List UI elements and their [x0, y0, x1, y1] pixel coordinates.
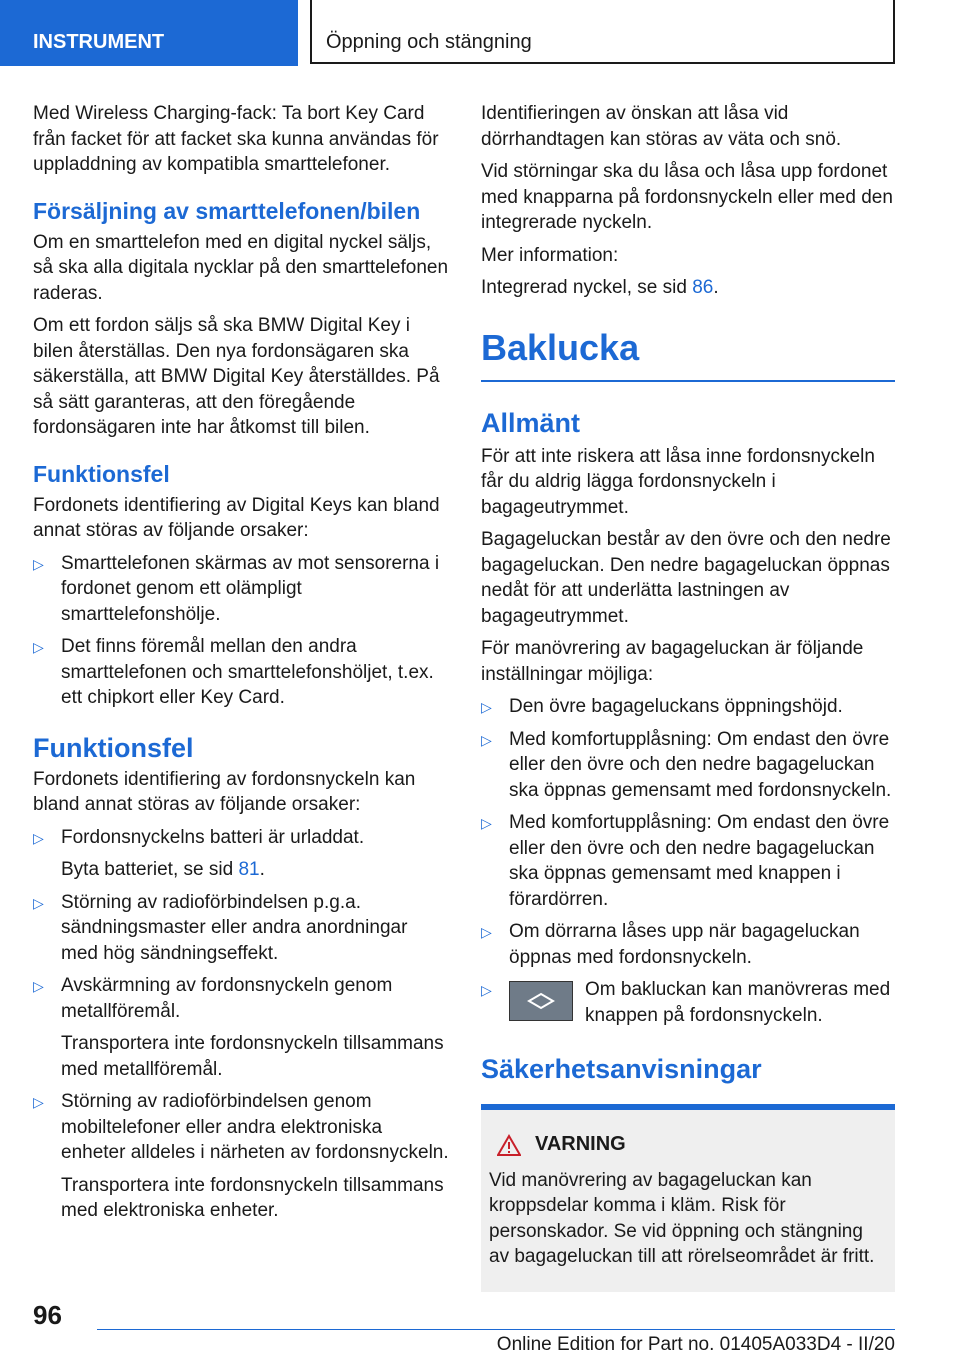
chapter-header	[310, 0, 895, 64]
list-subtext: Byta batteriet, se sid 81.	[61, 859, 265, 880]
list-subtext: Transportera inte fordonsnyckeln tillsammans med metallföremål.	[61, 1033, 444, 1080]
paragraph: Fordonets identifiering av Digital Keys kan bland annat störas av följande orsaker:	[33, 494, 440, 541]
list-item: ▷ Om dörrarna låses upp när bagageluckan öppnas med fordonsnyckeln.	[481, 921, 860, 968]
bullet-triangle-icon: ▷	[33, 639, 44, 655]
list-item: ▷ Störning av radioförbindelsen p.g.a. sändningsmaster eller andra anordningar med hög sändningseffekt.	[33, 891, 408, 964]
list-item: ▷ Det finns föremål mellan den andra smarttelefonen och smarttelefonshöljet, t.ex. ett chipkort eller Key Card.	[33, 636, 434, 708]
warning-triangle-icon	[497, 1134, 521, 1156]
chapter-title: Öppning och stängning	[326, 31, 532, 53]
section-title: INSTRUMENT	[33, 31, 165, 53]
intro-paragraph: Med Wireless Charging-fack: Ta bort Key Card från facket för att facket ska kunna användas för uppladdning av kompatibla smarttelefoner.	[33, 103, 439, 175]
list-item: ▷ Med komfortupplåsning: Om endast den övre eller den övre och den nedre bagageluckan ska öppnas gemensamt med fordonsnyckeln.	[481, 728, 892, 801]
list-item: ▷ Störning av radioförbindelsen genom mobiltelefoner eller andra elektroniska enheter alldeles i närheten av fordonsnyckeln.	[33, 1091, 449, 1163]
bullet-triangle-icon: ▷	[481, 699, 492, 715]
heading-sale: Försäljning av smarttelefonen/bilen	[33, 197, 421, 224]
list-subtext: Transportera inte fordonsnyckeln tillsammans med elektroniska enheter.	[61, 1174, 444, 1221]
bullet-triangle-icon: ▷	[481, 815, 492, 831]
paragraph: Vid störningar ska du låsa och låsa upp fordonet med knapparna på fordonsnyckeln eller med den integrerade nyckeln.	[481, 161, 893, 233]
right-column	[481, 101, 895, 1292]
heading-fault-key: Funktionsfel	[33, 732, 194, 763]
list-item: ▷ Fordonsnyckelns batteri är urladdat.	[33, 825, 449, 851]
warning-title: VARNING	[489, 1132, 883, 1158]
paragraph: För att inte riskera att låsa inne fordonsnyckeln får du aldrig lägga fordonsnyckeln i bagageutrymmet.	[481, 445, 875, 518]
heading-safety: Säkerhetsanvisningar	[481, 1054, 762, 1084]
paragraph: Fordonets identifiering av fordonsnyckeln kan bland annat störas av följande orsaker:	[33, 768, 416, 815]
bullet-triangle-icon: ▷	[481, 731, 492, 748]
bullet-triangle-icon: ▷	[481, 924, 492, 940]
footer-edition: Online Edition for Part no. 01405A033D4 - II/20	[496, 1334, 895, 1355]
paragraph: Om ett fordon säljs så ska BMW Digital Key i bilen återställas. Den nya fordonsägaren ska säkerställa, att BMW Digital Key återställdes. På så sätt garanteras, att den föregående fordonsägaren inte har åtkomst till bilen.	[33, 315, 440, 438]
heading-tailgate: Baklucka	[481, 325, 895, 382]
bullet-triangle-icon: ▷	[33, 829, 44, 846]
bullet-triangle-icon: ▷	[33, 555, 44, 572]
section-tab	[0, 0, 298, 66]
heading-fault-digital-key: Funktionsfel	[33, 460, 170, 487]
list-item: ▷ Om bakluckan kan manövreras med knappen på fordonsnyckeln.	[481, 979, 891, 1026]
paragraph: Identifieringen av önskan att låsa vid dörrhandtagen kan störas av väta och snö.	[481, 103, 842, 150]
page-link[interactable]: 81	[238, 859, 260, 880]
tailgate-key-button-icon	[509, 981, 573, 1021]
bullet-triangle-icon: ▷	[33, 978, 44, 994]
bullet-triangle-icon: ▷	[33, 1094, 44, 1110]
footer-divider	[97, 1329, 895, 1330]
list-item: ▷ Avskärmning av fordonsnyckeln genom metallföremål.	[33, 975, 393, 1022]
paragraph: Om en smarttelefon med en digital nyckel säljs, så ska alla digitala nycklar på den smarttelefonen raderas.	[33, 231, 449, 304]
list-item: ▷ Smarttelefonen skärmas av mot sensorerna i fordonet genom ett olämpligt smarttelefonshölje.	[33, 552, 440, 625]
page-link[interactable]: 86	[692, 277, 714, 298]
paragraph: För manövrering av bagageluckan är följande inställningar möjliga:	[481, 638, 864, 685]
paragraph: Bagageluckan består av den övre och den nedre bagageluckan. Den nedre bagageluckan öppnas nedåt för att underlätta lastningen av bagageutrymmet.	[481, 529, 891, 627]
list-item: ▷ Med komfortupplåsning: Om endast den övre eller den övre och den nedre bagageluckan ska öppnas gemensamt med knappen i förardörren.	[481, 812, 890, 910]
heading-general: Allmänt	[481, 407, 581, 438]
warning-box	[481, 1104, 895, 1292]
page-number: 96	[33, 1300, 62, 1330]
left-column	[33, 101, 449, 1231]
paragraph: Integrerad nyckel, se sid 86.	[481, 277, 719, 298]
list-item: ▷ Den övre bagageluckans öppningshöjd.	[481, 694, 895, 720]
warning-text: Vid manövrering av bagageluckan kan kroppsdelar komma i kläm. Risk för personskador. Se vid öppning och stängning av bagageluckan till att rörelseområdet är fritt.	[489, 1169, 875, 1267]
bullet-triangle-icon: ▷	[481, 982, 492, 998]
paragraph: Mer information:	[481, 244, 619, 266]
bullet-triangle-icon: ▷	[33, 894, 44, 911]
